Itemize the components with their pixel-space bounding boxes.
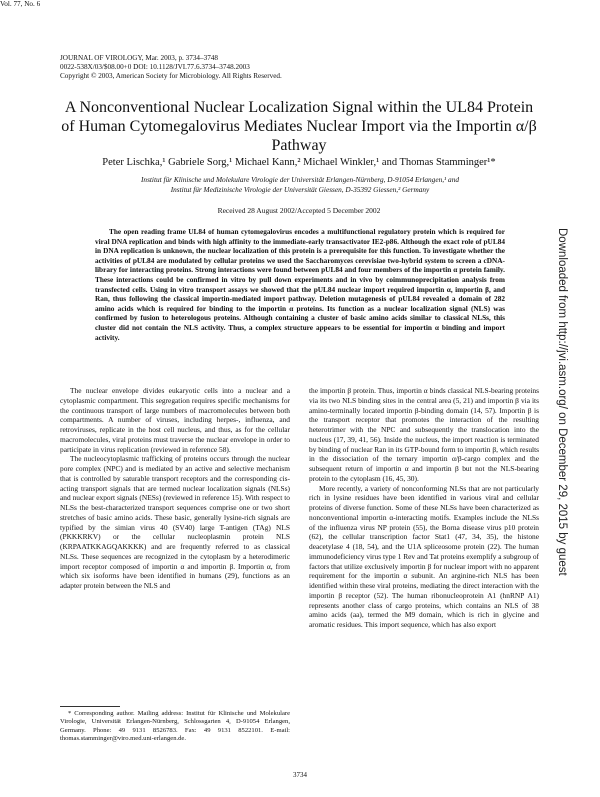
- abstract: The open reading frame UL84 of human cytomegalovirus encodes a multifunctional regulatory protein which is required for viral DNA replication and binds with high affinity to the immediate-early transactivator IE2-p86. Although the exact role of pUL84 in DNA replication is unknown, the nuclear localization of this protein is a prerequisite for this function. To investigate whether the activities of pUL84 are modulated by cellular proteins we used the Saccharomyces cerevisiae two-hybrid system to screen a cDNA-library for interacting proteins. Strong interactions were found between pUL84 and four members of the importin α protein family. These interactions could be confirmed in vitro by pull down experiments and in vivo by coimmunoprecipitation analysis from transfected cells. Using in vitro transport assays we showed that the pUL84 nuclear import required importin α, importin β, and Ran, thus following the classical importin-mediated import pathway. Deletion mutagenesis of pUL84 revealed a domain of 282 amino acids which is required for binding to the importin α proteins. Its function as a nuclear localization signal (NLS) was confirmed by fusion to heterologous proteins. Although containing a cluster of basic amino acids similar to classical NLSs, this cluster did not contain the NLS activity. Thus, a complex structure appears to be essential for importin α binding and import activity.: [95, 227, 505, 342]
- body-column-left: [60, 386, 290, 591]
- affiliation-2: Institut für Medizinische Virologie der Universität Giessen, D-35392 Giessen,² Germany: [170, 184, 430, 194]
- journal-line: JOURNAL OF VIROLOGY, Mar. 2003, p. 3734–3748: [60, 54, 218, 62]
- received-date: Received 28 August 2002/Accepted 5 December 2002: [217, 206, 381, 215]
- body-column-right: [309, 386, 539, 630]
- issn-line: 0022-538X/03/$08.00+0 DOI: 10.1128/JVI.77.6.3734–3748.2003: [60, 63, 250, 71]
- footnote-divider: [60, 706, 120, 707]
- volume-label: Vol. 77, No. 6: [0, 0, 41, 8]
- body-paragraph: The nuclear envelope divides eukaryotic cells into a nuclear and a cytoplasmic compartment. This segregation requires specific mechanisms for the continuous transport of large numbers of macromolecules between both compartments. A number of viruses, including herpes-, influenza, and retroviruses, replicate in the host cell nucleus, and thus, as for the cellular macromolecules, viral proteins must traverse the nuclear envelope in order to participate in virus replication (reviewed in reference 58).: [60, 386, 290, 454]
- affiliations: [70, 175, 530, 194]
- affiliation-1: Institut für Klinische und Molekulare Virologie der Universität Erlangen-Nürnberg, D-91054 Erlangen,¹ and: [140, 175, 459, 184]
- body-paragraph: More recently, a variety of nonconforming NLSs that are not particularly rich in lysine residues have been identified in various viral and cellular proteins of diverse function. Some of these NLSs have been characterized as nonconventional importin α-interacting motifs. Examples include the NLSs of the influenza virus NP protein (55), the Borna disease virus p10 protein (62), the cellular transcription factor Stat1 (47, 34, 35), the histone deacetylase 4 (18, 54), and the U1A spliceosome protein (22). The human immunodeficiency virus type 1 Rev and Tat proteins exemplify a subgroup of factors that utilize exclusively importin β for nuclear import with no apparent requirement for the importin α subunit. An arginine-rich NLS has been identified within these viral proteins, mediating the direct interaction with the importin β receptor (52). The human ribonucleoprotein A1 (hnRNP A1) represents another class of cargo proteins, which contains an NLS of 38 amino acids (aa), termed the M9 domain, which is rich in glycine and aromatic residues. This import sequence, which has also export: [309, 483, 539, 629]
- paper-title: A Nonconventional Nuclear Localization Signal within the UL84 Protein of Human Cytomegalovirus Mediates Nuclear Import via the Importin α/β Pathway: [61, 99, 537, 154]
- journal-header: [60, 54, 282, 81]
- body-paragraph: The nucleocytoplasmic trafficking of proteins occurs through the nuclear pore complex (NPC) and is mediated by an active and selective mechanism that is controlled by saturable transport receptors and the corresponding cis-acting transport signals that are termed nuclear localization signals (NLSs) and nuclear export signals (NESs) (reviewed in reference 15). With respect to NLSs the best-characterized transport sequences comprise one or two short stretches of basic amino acids. These basic, generally lysine-rich signals are typified by the simian virus 40 (SV40) large T-antigen (TAg) NLS (PKKKRKV) or the cellular nucleoplasmin protein NLS (KRPAATKKAGQAKKKK) and are frequently referred to as classical NLSs. These sequences are recognized in the cytoplasm by a heterodimeric import receptor composed of importin α and importin β. Importin α, from which six isoforms have been identified in humans (29), functions as an adapter protein between the NLS and: [60, 454, 290, 590]
- corresponding-author-footnote: * Corresponding author. Mailing address: Institut für Klinische und Molekulare Virologie, Universität Erlangen-Nürnberg, Schlossgarten 4, D-91054 Erlangen, Germany. Phone: 49 9131 8526783. Fax: 49 9131 8522101. E-mail: thomas.stamminger@viro.med.uni-erlangen.de.: [60, 710, 290, 742]
- download-watermark[interactable]: Downloaded from http://jvi.asm.org/ on December 29, 2015 by guest: [556, 228, 568, 576]
- page-number: 3734: [293, 771, 307, 779]
- author-list: Peter Lischka,¹ Gabriele Sorg,¹ Michael Kann,² Michael Winkler,¹ and Thomas Stamminger¹*: [102, 157, 496, 168]
- copyright-line: Copyright © 2003, American Society for Microbiology. All Rights Reserved.: [60, 72, 282, 80]
- body-paragraph: the importin β protein. Thus, importin α binds classical NLS-bearing proteins via its two NLS binding sites in the central area (5, 21) and importin β via its amino-terminally located importin β-binding domain (14, 57). Importin β is the transport receptor that promotes the interaction of the resulting heterotrimer with the NPC and subsequently the translocation into the nucleus (17, 39, 41, 56). Inside the nucleus, the import reaction is terminated by binding of nuclear Ran in its GTP-bound form to importin β, which results in the dissociation of the ternary importin α/β-cargo complex and the subsequent return of importin α and importin β but not the NLS-bearing protein to the cytoplasm (16, 45, 30).: [309, 386, 539, 483]
